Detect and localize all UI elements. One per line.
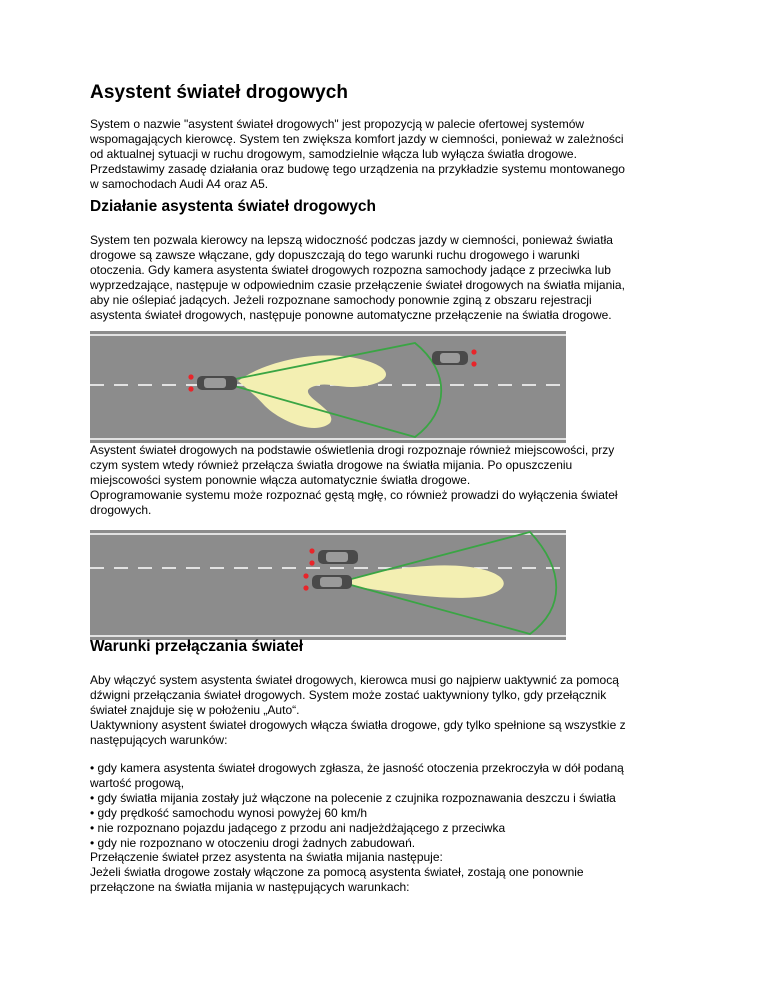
- text-line: świateł znajduje się w położeniu „Auto“.: [90, 703, 300, 717]
- text-line: wspomagających kierowcę. System ten zwiększa komfort jazdy w ciemności, ponieważ w zależności: [90, 132, 624, 146]
- list-item: • gdy nie rozpoznano w otoczeniu drogi żadnych zabudowań.: [90, 836, 416, 850]
- road-surface: [90, 331, 566, 443]
- text-line: Oprogramowanie systemu może rozpoznać gęstą mgłę, co również prowadzi do wyłączenia świateł: [90, 488, 618, 502]
- diagram-oncoming-traffic: [90, 331, 566, 443]
- text-line: drogowych.: [90, 503, 152, 517]
- text-line: System o nazwie "asystent świateł drogowych" jest propozycją w palecie ofertowej systemów: [90, 117, 585, 131]
- text-line: przełączone na światła mijania w następujących warunkach:: [90, 880, 410, 894]
- text-line: miejscowości system ponownie włącza automatycznie światła drogowe.: [90, 473, 471, 487]
- text-line: Jeżeli światła drogowe zostały włączone za pomocą asystenta świateł, zostają one ponownie: [90, 865, 584, 879]
- text-line: Uaktywniony asystent świateł drogowych włącza światła drogowe, gdy tylko spełnione są wszystkie z: [90, 718, 626, 732]
- text-line: dźwigni przełączania świateł drogowych. System może zostać uaktywniony tylko, gdy przełącznik: [90, 688, 607, 702]
- list-item: • gdy światła mijania zostały już włączone na polecenie z czujnika rozpoznawania deszczu i światła: [90, 791, 616, 805]
- diagram-vehicle-ahead: [90, 530, 566, 640]
- list-item: • gdy kamera asystenta świateł drogowych zgłasza, że jasność otoczenia przekroczyła w dół podaną: [90, 761, 624, 775]
- section1-paragraph-1: [90, 233, 690, 323]
- list-item: • nie rozpoznano pojazdu jadącego z przodu ani nadjeżdżającego z przeciwka: [90, 821, 506, 835]
- section-heading-conditions: Warunki przełączania świateł: [90, 638, 304, 655]
- text-line: czym system wtedy również przełącza światła drogowe na światła mijania. Po opuszczeniu: [90, 458, 573, 472]
- section2-paragraph-1: [90, 673, 690, 748]
- section-heading-action: Działanie asystenta świateł drogowych: [90, 198, 376, 215]
- text-line: w samochodach Audi A4 oraz A5.: [90, 177, 269, 191]
- text-line: Asystent świateł drogowych na podstawie oświetlenia drogi rozpoznaje również miejscowości, przy: [90, 443, 615, 457]
- list-item: wartość progową,: [90, 776, 185, 790]
- conditions-list: [90, 761, 690, 851]
- text-line: otoczenia. Gdy kamera asystenta świateł drogowych rozpozna samochody jadące z przeciwka lub: [90, 263, 611, 277]
- text-line: Przełączenie świateł przez asystenta na światła mijania następuje:: [90, 850, 443, 864]
- section1-paragraph-2: [90, 443, 690, 518]
- text-line: Przedstawimy zasadę działania oraz budowę tego urządzenia na przykładzie systemu montowanego: [90, 162, 625, 176]
- text-line: aby nie oślepiać jadących. Jeżeli rozpoznane samochody ponownie zginą z obszaru rejestracji: [90, 293, 592, 307]
- page-title: Asystent świateł drogowych: [90, 82, 349, 103]
- text-line: asystenta świateł drogowych, następuje ponowne automatyczne przełączenie na światła drogowe.: [90, 308, 612, 322]
- text-line: następujących warunków:: [90, 733, 228, 747]
- text-line: wyprzedzające, następuje w odpowiednim czasie przełączenie świateł drogowych na światła mijania,: [90, 278, 625, 292]
- text-line: Aby włączyć system asystenta świateł drogowych, kierowca musi go najpierw uaktywnić za pomocą: [90, 673, 619, 687]
- text-line: System ten pozwala kierowcy na lepszą widoczność podczas jazdy w ciemności, ponieważ światła: [90, 233, 613, 247]
- text-line: drogowe są zawsze włączane, gdy dopuszczają do tego warunki ruchu drogowego i warunki: [90, 248, 580, 262]
- text-line: od aktualnej sytuacji w ruchu drogowym, samodzielnie włącza lub wyłącza światła drogowe.: [90, 147, 577, 161]
- section2-paragraph-3: [90, 850, 690, 895]
- intro-paragraph: [90, 117, 690, 192]
- list-item: • gdy prędkość samochodu wynosi powyżej 60 km/h: [90, 806, 368, 820]
